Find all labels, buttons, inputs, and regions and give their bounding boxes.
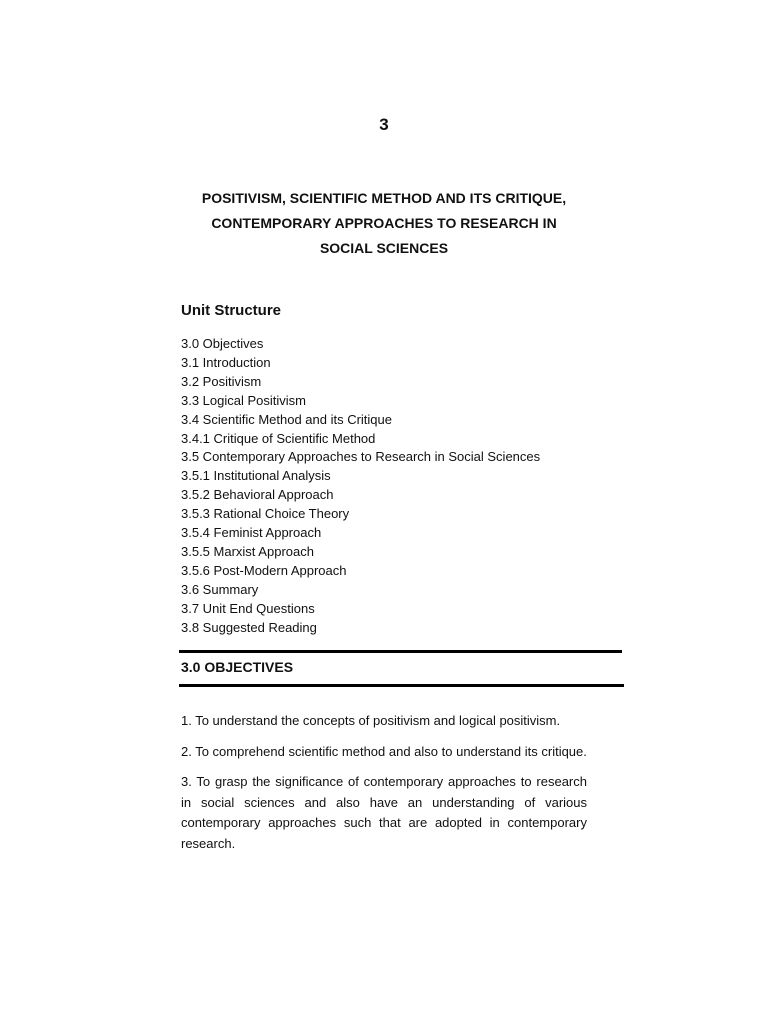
toc-item: 3.3 Logical Positivism [181,392,306,408]
toc-item: 3.5 Contemporary Approaches to Research in Social Sciences [181,449,541,465]
section-rule-top [179,650,622,653]
toc-item: 3.6 Summary [181,581,259,597]
unit-structure-list [181,335,540,638]
objective-paragraph: 1. To understand the concepts of positivism and logical positivism. [181,713,561,728]
objectives-heading: 3.0 OBJECTIVES [181,659,294,675]
toc-item: 3.5.1 Institutional Analysis [181,468,331,484]
toc-item: 3.4.1 Critique of Scientific Method [181,430,376,446]
toc-item: 3.5.5 Marxist Approach [181,543,314,559]
toc-item: 3.2 Positivism [181,373,262,389]
section-rule-bottom [179,684,624,687]
unit-structure-heading: Unit Structure [181,302,282,319]
toc-item: 3.0 Objectives [181,336,264,351]
chapter-title-line: SOCIAL SCIENCES [319,240,449,256]
toc-item: 3.4 Scientific Method and its Critique [181,411,392,427]
chapter-number: 3 [379,115,389,134]
objective-paragraph: 2. To comprehend scientific method and also to understand its critique. [181,743,587,759]
toc-item: 3.5.2 Behavioral Approach [181,487,334,503]
toc-item: 3.5.6 Post-Modern Approach [181,562,347,578]
toc-item: 3.5.3 Rational Choice Theory [181,506,350,522]
objectives-body [181,711,587,864]
chapter-title [160,186,608,261]
toc-item: 3.1 Introduction [181,354,271,370]
chapter-title-line: POSITIVISM, SCIENTIFIC METHOD AND ITS CRITIQUE, [201,190,567,206]
chapter-title-line: CONTEMPORARY APPROACHES TO RESEARCH IN [211,215,557,231]
toc-item: 3.5.4 Feminist Approach [181,525,322,541]
objective-paragraph: 3. To grasp the significance of contemporary approaches to research in social sciences and also have an understanding of various contemporary approaches such that are adopted in contemporary research. [181,774,587,851]
toc-item: 3.7 Unit End Questions [181,600,315,616]
toc-item: 3.8 Suggested Reading [181,619,317,635]
